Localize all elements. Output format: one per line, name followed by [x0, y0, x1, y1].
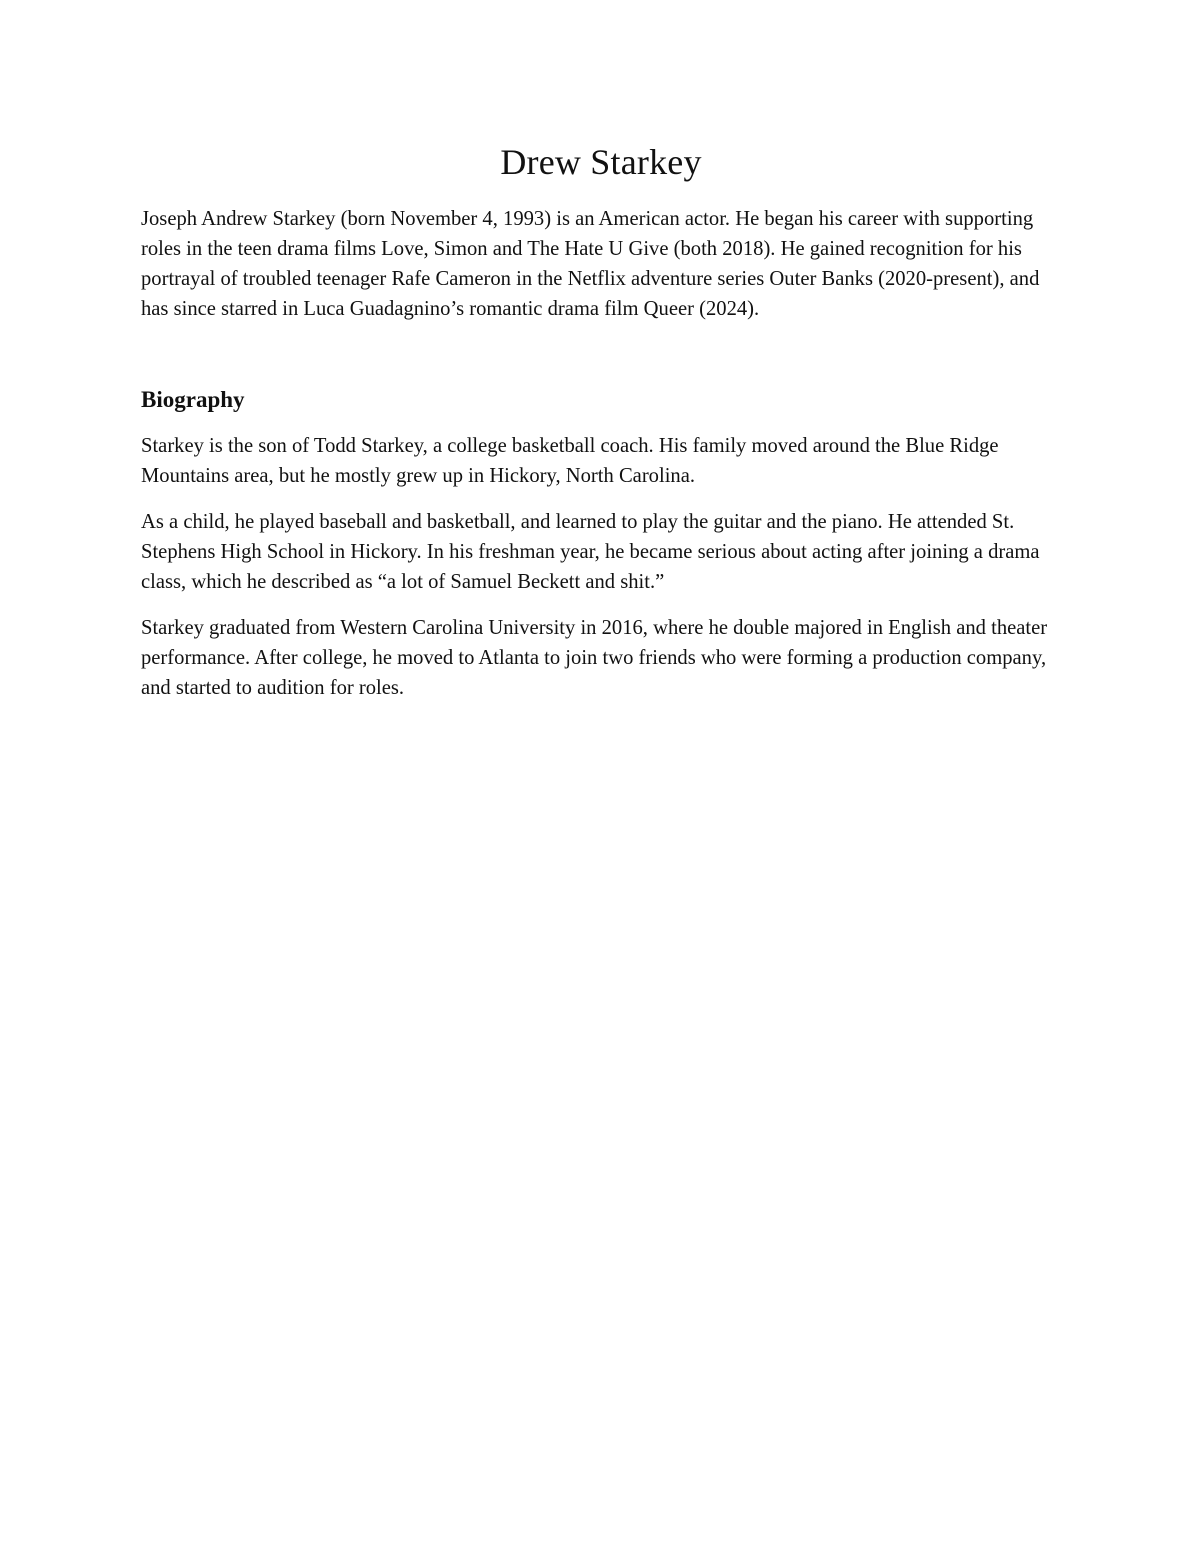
page-title: Drew Starkey [500, 142, 702, 182]
biography-paragraph-2: As a child, he played baseball and basketball, and learned to play the guitar and the piano. He attended St. Stephens High School in Hickory. In his freshman year, he became serious about acting after joining a drama class, which he described as “a lot of Samuel Beckett and shit.” [141, 511, 1040, 593]
section-heading-biography: Biography [141, 387, 245, 412]
intro-paragraph: Joseph Andrew Starkey (born November 4, 1993) is an American actor. He began his career with supporting roles in the teen drama films Love, Simon and The Hate U Give (both 2018). He gained recognition for his portrayal of troubled teenager Rafe Cameron in the Netflix adventure series Outer Banks (2020-present), and has since starred in Luca Guadagnino’s romantic drama film Queer (2024). [141, 208, 1040, 320]
biography-paragraph-1: Starkey is the son of Todd Starkey, a college basketball coach. His family moved around the Blue Ridge Mountains area, but he mostly grew up in Hickory, North Carolina. [141, 435, 999, 487]
biography-section [141, 385, 1061, 703]
biography-paragraph-3: Starkey graduated from Western Carolina University in 2016, where he double majored in English and theater performance. After college, he moved to Atlanta to join two friends who were forming a production company, and started to audition for roles. [141, 617, 1048, 699]
document-body [141, 140, 1061, 703]
